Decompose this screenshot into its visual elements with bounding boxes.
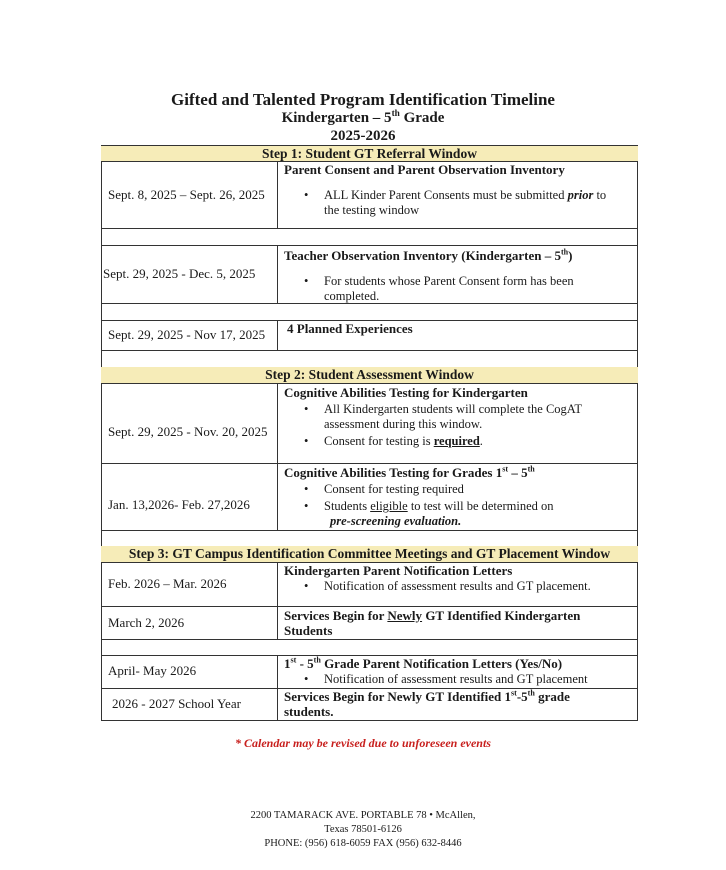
heading-cogat-grades: Cognitive Abilities Testing for Grades 1st – 5th [284,464,535,480]
date-teacher-observation: Sept. 29, 2025 - Dec. 5, 2025 [103,266,256,281]
heading-kinder-letters: Kindergarten Parent Notification Letters [284,563,513,578]
step-1-header: Step 1: Student GT Referral Window [101,146,638,161]
date-grade-letters: April- May 2026 [108,663,197,678]
date-cogat-kinder: Sept. 29, 2025 - Nov. 20, 2025 [108,424,268,439]
heading-teacher-observation: Teacher Observation Inventory (Kindergarten – 5th) [284,247,573,263]
heading-parent-consent: Parent Consent and Parent Observation Inventory [284,162,565,177]
date-kinder-letters: Feb. 2026 – Mar. 2026 [108,576,227,591]
date-parent-consent: Sept. 8, 2025 – Sept. 26, 2025 [108,187,265,202]
heading-grade-letters: 1st - 5th Grade Parent Notification Letters (Yes/No) [284,655,563,671]
page-title: Gifted and Talented Program Identification Timeline [171,90,555,109]
timeline-table: Step 1: Student GT Referral Window Step 2: Student Assessment Window Step 3: GT Campus Identification Committee Meetings and GT Placement Window Sept. 8, 2025 – Sept. 26, 2025 Parent Consent and Parent Observation Inventory • ALL Kinder Parent Consents must be submitted prior to the testing window Sept. 29, 2025 - Dec. 5, 2025 Teacher Observation Inventory (Kindergarten – 5th) • For students whose Parent Consent form has been completed. Sept. 29, 2025 - Nov 17, 2025 4 Planned Experiences Sept. 29, 2025 - Nov. 20, 2025 Cognitive Abilities Testing for Kindergarten • All Kindergarten students will complete the CogAT assessment during this window. • Consent for testing is required. Jan. 13,2026- Feb. 27,2026 Cognitive Abilities Testing for Grades 1st – 5th • Consent for testing required • Students eligible to test will be determined on pre-screening evaluation. Feb. 2026 – Mar. 2026 Kindergarten Parent Notification Letters • Notification of assessment results and GT placement. March 2, 2026 Services Begin for Newly GT Identified Kindergarten Students April- May 2026 1st - 5th Grade Parent Notification Letters (Yes/No) • Notification of assessment results and GT placement 2026 - 2027 School Year Services Begin for Newly GT Identified 1st-5th grade students. [101,145,638,721]
footer-address-line1: 2200 TAMARACK AVE. PORTABLE 78 • McAllen, [250,810,476,821]
heading-kinder-services: Services Begin for Newly GT Identified Kindergarten Students [284,608,581,638]
date-planned-experiences: Sept. 29, 2025 - Nov 17, 2025 [108,327,266,342]
footer-phone: PHONE: (956) 618-6059 FAX (956) 632-8446 [264,838,462,849]
date-cogat-grades: Jan. 13,2026- Feb. 27,2026 [108,497,250,512]
footer-address-line2: Texas 78501-6126 [324,824,402,835]
grade-subtitle: Kindergarten – 5th Grade [281,109,445,126]
heading-grade-services: Services Begin for Newly GT Identified 1st-5th grade students. [284,688,570,719]
step-3-header: Step 3: GT Campus Identification Committee Meetings and GT Placement Window [101,546,638,562]
heading-planned-experiences: 4 Planned Experiences [287,321,413,336]
step-2-header: Step 2: Student Assessment Window [101,367,638,383]
school-year: 2025-2026 [330,128,396,144]
heading-cogat-kinder: Cognitive Abilities Testing for Kindergarten [284,385,528,400]
date-grade-services: 2026 - 2027 School Year [112,696,241,711]
revision-note: * Calendar may be revised due to unforeseen events [235,736,491,750]
date-kinder-services: March 2, 2026 [108,615,185,630]
